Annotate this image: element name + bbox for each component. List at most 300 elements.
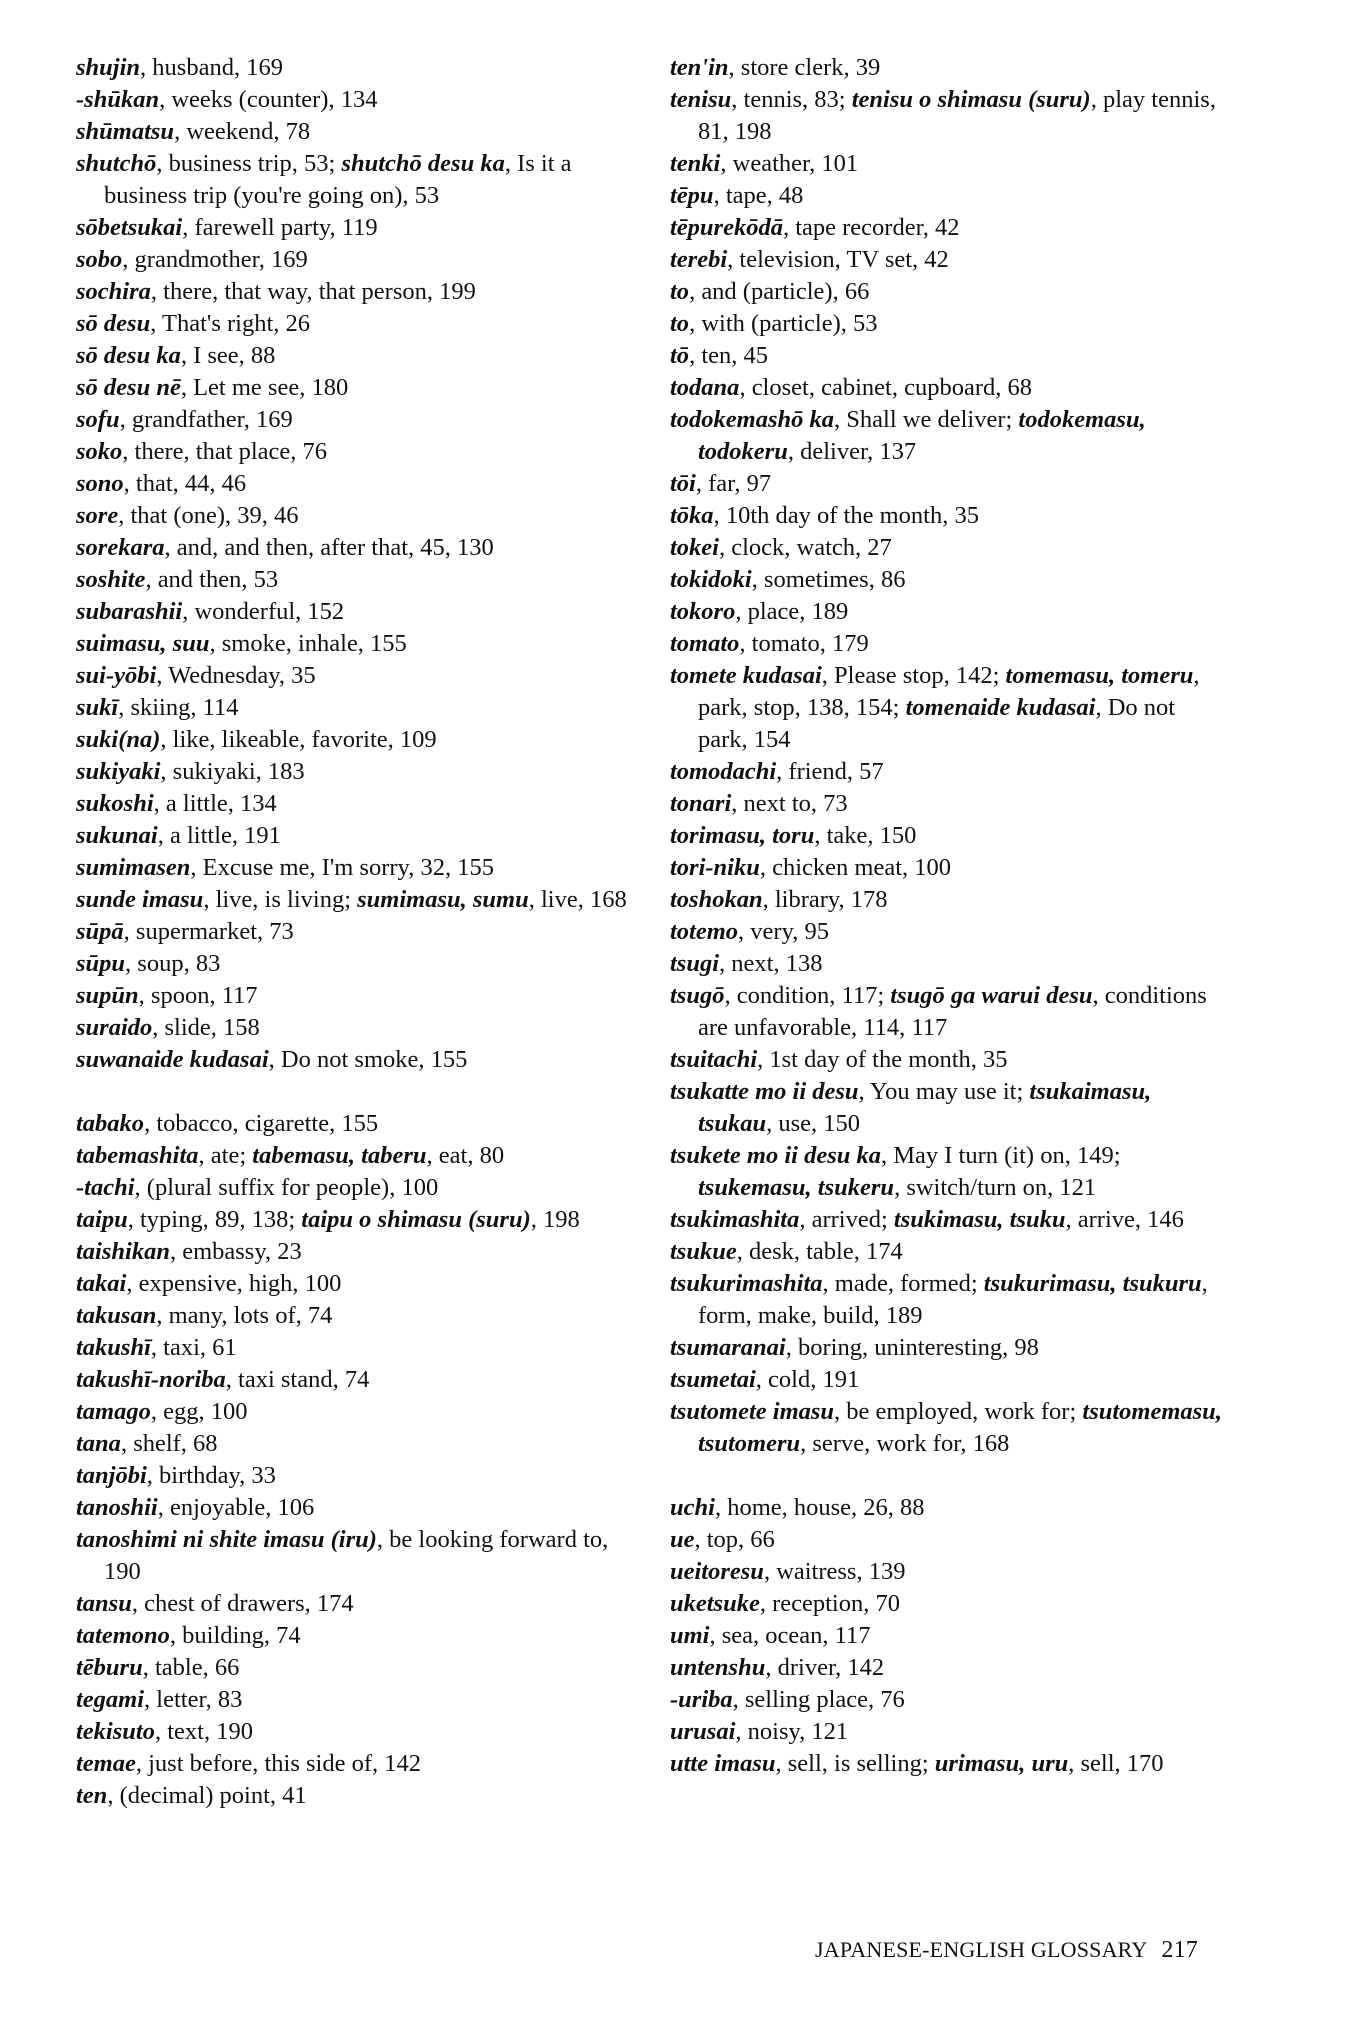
glossary-definition: , business trip, 53; <box>156 150 342 177</box>
glossary-definition: , weekend, 78 <box>174 118 311 145</box>
glossary-term: sō desu <box>76 310 151 337</box>
glossary-definition: , husband, 169 <box>140 54 283 81</box>
glossary-definition: , next to, 73 <box>731 790 848 817</box>
glossary-definition: , sometimes, 86 <box>751 566 906 593</box>
glossary-definition: , like, likeable, favorite, 109 <box>160 726 437 753</box>
glossary-term: tsukimashita <box>670 1206 800 1233</box>
glossary-term: todana <box>670 374 740 401</box>
glossary-definition: , waitress, 139 <box>763 1558 906 1585</box>
glossary-definition: , 10th day of the month, 35 <box>713 502 979 529</box>
glossary-term: -uriba <box>670 1686 733 1713</box>
glossary-definition: , boring, uninteresting, 98 <box>785 1334 1039 1361</box>
glossary-entry <box>670 628 1230 660</box>
glossary-entry <box>76 1364 636 1396</box>
glossary-entry <box>76 1716 636 1748</box>
glossary-term: suimasu, suu <box>76 630 210 657</box>
glossary-entry <box>670 1268 1230 1332</box>
glossary-entry <box>76 1620 636 1652</box>
glossary-definition: , be looking forward to, 190 <box>104 1526 609 1585</box>
glossary-term: shutchō <box>76 150 157 177</box>
glossary-right-column <box>670 52 1230 1780</box>
glossary-entry <box>670 564 1230 596</box>
glossary-entry <box>670 660 1230 756</box>
running-title: JAPANESE-ENGLISH GLOSSARY <box>815 1937 1148 1962</box>
glossary-term: tēpurekōdā <box>670 214 783 241</box>
glossary-term: tamago <box>76 1398 151 1425</box>
glossary-entry <box>76 1588 636 1620</box>
glossary-entry <box>76 1300 636 1332</box>
glossary-definition: , driver, 142 <box>765 1654 885 1681</box>
page-footer <box>815 1934 1235 1966</box>
glossary-definition: , tennis, 83; <box>731 86 852 113</box>
glossary-entry <box>76 948 636 980</box>
glossary-definition: , arrive, 146 <box>1065 1206 1184 1233</box>
glossary-definition: , play tennis, 81, 198 <box>698 86 1216 145</box>
glossary-term: tekisuto <box>76 1718 155 1745</box>
glossary-entry <box>76 468 636 500</box>
glossary-term: suraido <box>76 1014 153 1041</box>
glossary-entry <box>670 180 1230 212</box>
glossary-definition: , top, 66 <box>694 1526 775 1553</box>
glossary-definition: , switch/turn on, 121 <box>894 1174 1097 1201</box>
glossary-entry <box>76 404 636 436</box>
glossary-definition: , farewell party, 119 <box>182 214 378 241</box>
glossary-definition: , enjoyable, 106 <box>157 1494 315 1521</box>
glossary-entry <box>76 340 636 372</box>
glossary-definition: , sell, is selling; <box>775 1750 935 1777</box>
glossary-definition: , deliver, 137 <box>787 438 917 465</box>
glossary-definition: , noisy, 121 <box>735 1718 849 1745</box>
glossary-term: tanoshimi ni shite imasu (iru) <box>76 1526 377 1553</box>
glossary-entry <box>670 1396 1230 1460</box>
glossary-definition: , conditions are unfavorable, 114, 117 <box>698 982 1207 1041</box>
glossary-related-term: tsutomemasu, tsutomeru <box>698 1398 1222 1457</box>
glossary-term: suwanaide kudasai <box>76 1046 269 1073</box>
glossary-definition: , embassy, 23 <box>169 1238 302 1265</box>
glossary-entry <box>76 1140 636 1172</box>
glossary-definition: , chicken meat, 100 <box>759 854 952 881</box>
glossary-term: tsumaranai <box>670 1334 786 1361</box>
glossary-term: tonari <box>670 790 732 817</box>
glossary-term: tōka <box>670 502 714 529</box>
glossary-definition: , typing, 89, 138; <box>127 1206 302 1233</box>
glossary-term: sō desu ka <box>76 342 181 369</box>
glossary-entry <box>670 1204 1230 1236</box>
glossary-entry <box>76 1396 636 1428</box>
glossary-related-term: tomemasu, tomeru <box>1005 662 1194 689</box>
glossary-entry <box>76 596 636 628</box>
glossary-definition: , clock, watch, 27 <box>719 534 892 561</box>
glossary-term: ten <box>76 1782 108 1809</box>
glossary-related-term: taipu o shimasu (suru) <box>301 1206 531 1233</box>
glossary-definition: , egg, 100 <box>150 1398 248 1425</box>
glossary-definition: , tomato, 179 <box>739 630 869 657</box>
glossary-entry <box>670 596 1230 628</box>
glossary-definition: , reception, 70 <box>759 1590 900 1617</box>
glossary-definition: , live, 168 <box>528 886 627 913</box>
glossary-entry <box>670 84 1230 148</box>
glossary-term: sumimasen <box>76 854 191 881</box>
glossary-entry <box>76 1748 636 1780</box>
glossary-definition: , next, 138 <box>719 950 823 977</box>
glossary-term: ue <box>670 1526 695 1553</box>
glossary-definition: , cold, 191 <box>755 1366 860 1393</box>
glossary-definition: , a little, 191 <box>157 822 281 849</box>
glossary-entry <box>76 660 636 692</box>
glossary-term: untenshu <box>670 1654 766 1681</box>
glossary-term: sobo <box>76 246 123 273</box>
glossary-definition: , Do not park, 154 <box>698 694 1176 753</box>
glossary-definition: , building, 74 <box>169 1622 301 1649</box>
glossary-entry <box>76 1268 636 1300</box>
glossary-definition: , sukiyaki, 183 <box>160 758 305 785</box>
glossary-related-term: sumimasu, sumu <box>357 886 529 913</box>
glossary-definition: , place, 189 <box>735 598 849 625</box>
glossary-term: tomato <box>670 630 740 657</box>
glossary-entry <box>670 148 1230 180</box>
glossary-term: tokei <box>670 534 719 561</box>
glossary-entry <box>76 1172 636 1204</box>
glossary-entry <box>76 52 636 84</box>
glossary-term: toshokan <box>670 886 763 913</box>
glossary-term: tenisu <box>670 86 732 113</box>
glossary-term: subarashii <box>76 598 183 625</box>
glossary-definition: , ate; <box>198 1142 253 1169</box>
glossary-term: sono <box>76 470 124 497</box>
glossary-definition: , eat, 80 <box>426 1142 505 1169</box>
glossary-definition: , library, 178 <box>762 886 888 913</box>
glossary-entry <box>76 852 636 884</box>
glossary-term: ueitoresu <box>670 1558 764 1585</box>
glossary-term: -tachi <box>76 1174 135 1201</box>
glossary-term: sukiyaki <box>76 758 161 785</box>
glossary-term: soko <box>76 438 123 465</box>
glossary-entry <box>76 628 636 660</box>
glossary-definition: , with (particle), 53 <box>689 310 878 337</box>
glossary-definition: , tape, 48 <box>713 182 804 209</box>
glossary-definition: , park, stop, 138, 154; <box>698 662 1200 721</box>
glossary-term: tana <box>76 1430 121 1457</box>
glossary-entry <box>76 564 636 596</box>
glossary-term: tsutomete imasu <box>670 1398 835 1425</box>
glossary-term: uchi <box>670 1494 715 1521</box>
glossary-entry <box>76 1524 636 1588</box>
glossary-term: tatemono <box>76 1622 170 1649</box>
glossary-entry <box>670 244 1230 276</box>
glossary-entry <box>670 1716 1230 1748</box>
glossary-entry <box>670 1620 1230 1652</box>
glossary-entry <box>670 884 1230 916</box>
glossary-related-term: tsukurimasu, tsukuru <box>983 1270 1202 1297</box>
glossary-term: tō <box>670 342 690 369</box>
glossary-definition: , table, 66 <box>142 1654 240 1681</box>
glossary-definition: , selling place, 76 <box>732 1686 905 1713</box>
glossary-term: temae <box>76 1750 136 1777</box>
glossary-definition: , ten, 45 <box>689 342 768 369</box>
glossary-entry <box>76 148 636 212</box>
glossary-definition: , very, 95 <box>738 918 829 945</box>
glossary-entry <box>670 1588 1230 1620</box>
glossary-term: sōbetsukai <box>76 214 183 241</box>
glossary-entry <box>76 1332 636 1364</box>
glossary-term: tenki <box>670 150 721 177</box>
glossary-entry <box>76 532 636 564</box>
glossary-entry <box>76 1044 636 1076</box>
glossary-term: tokoro <box>670 598 736 625</box>
glossary-term: sofu <box>76 406 120 433</box>
glossary-related-term: tsugō ga warui desu <box>890 982 1093 1009</box>
glossary-entry <box>670 980 1230 1044</box>
glossary-entry <box>670 468 1230 500</box>
glossary-term: uketsuke <box>670 1590 760 1617</box>
section-gap <box>670 1460 1230 1492</box>
glossary-definition: , closet, cabinet, cupboard, 68 <box>739 374 1032 401</box>
glossary-related-term: urimasu, uru <box>934 1750 1069 1777</box>
glossary-related-term: tsukemasu, tsukeru <box>698 1174 895 1201</box>
glossary-entry <box>670 1044 1230 1076</box>
glossary-term: sō desu nē <box>76 374 181 401</box>
glossary-term: takai <box>76 1270 127 1297</box>
glossary-definition: , I see, 88 <box>180 342 276 369</box>
glossary-entry <box>76 1204 636 1236</box>
glossary-term: takushī-noriba <box>76 1366 226 1393</box>
glossary-entry <box>670 852 1230 884</box>
glossary-entry <box>670 1076 1230 1140</box>
glossary-definition: , slide, 158 <box>152 1014 260 1041</box>
glossary-entry <box>670 276 1230 308</box>
glossary-term: tabemashita <box>76 1142 199 1169</box>
glossary-term: -shūkan <box>76 86 160 113</box>
glossary-definition: , That's right, 26 <box>150 310 311 337</box>
glossary-entry <box>670 756 1230 788</box>
glossary-term: terebi <box>670 246 728 273</box>
glossary-related-term: todokemasu, todokeru <box>698 406 1146 465</box>
glossary-entry <box>76 916 636 948</box>
glossary-term: sorekara <box>76 534 165 561</box>
glossary-definition: , television, TV set, 42 <box>727 246 949 273</box>
glossary-definition: , Do not smoke, 155 <box>268 1046 468 1073</box>
glossary-related-term: tomenaide kudasai <box>905 694 1096 721</box>
glossary-entry <box>670 916 1230 948</box>
glossary-term: taipu <box>76 1206 128 1233</box>
glossary-definition: , letter, 83 <box>144 1686 243 1713</box>
glossary-entry <box>670 1524 1230 1556</box>
glossary-definition: , taxi, 61 <box>150 1334 237 1361</box>
glossary-entry <box>76 788 636 820</box>
glossary-term: sunde imasu <box>76 886 204 913</box>
glossary-definition: , a little, 134 <box>153 790 277 817</box>
glossary-term: tēpu <box>670 182 714 209</box>
glossary-entry <box>670 52 1230 84</box>
glossary-definition: , store clerk, 39 <box>728 54 881 81</box>
glossary-entry <box>670 1652 1230 1684</box>
glossary-definition: , wonderful, 152 <box>182 598 345 625</box>
glossary-related-term: tsukaimasu, tsukau <box>698 1078 1152 1137</box>
glossary-definition: , be employed, work for; <box>834 1398 1083 1425</box>
glossary-entry <box>76 692 636 724</box>
glossary-definition: , taxi stand, 74 <box>225 1366 370 1393</box>
glossary-entry <box>670 372 1230 404</box>
glossary-definition: , Shall we deliver; <box>834 406 1019 433</box>
glossary-entry <box>76 372 636 404</box>
glossary-related-term: tabemasu, taberu <box>252 1142 427 1169</box>
glossary-entry <box>670 1236 1230 1268</box>
glossary-entry <box>670 1332 1230 1364</box>
glossary-entry <box>76 1780 636 1812</box>
glossary-definition: , grandfather, 169 <box>119 406 293 433</box>
glossary-term: tokidoki <box>670 566 752 593</box>
glossary-definition: , soup, 83 <box>125 950 221 977</box>
glossary-definition: , serve, work for, 168 <box>800 1430 1010 1457</box>
glossary-definition: , 198 <box>530 1206 580 1233</box>
glossary-related-term: shutchō desu ka <box>341 150 505 177</box>
glossary-term: tsugi <box>670 950 720 977</box>
glossary-term: todokemashō ka <box>670 406 835 433</box>
glossary-entry <box>76 1108 636 1140</box>
glossary-entry <box>670 308 1230 340</box>
glossary-definition: , and then, 53 <box>145 566 279 593</box>
glossary-related-term: tenisu o shimasu (suru) <box>851 86 1091 113</box>
glossary-term: tabako <box>76 1110 145 1137</box>
glossary-definition: , weather, 101 <box>720 150 859 177</box>
glossary-term: tēburu <box>76 1654 143 1681</box>
glossary-definition: , Is it a business trip (you're going on), 53 <box>104 150 572 209</box>
glossary-definition: , arrived; <box>799 1206 894 1233</box>
glossary-entry <box>670 404 1230 468</box>
glossary-term: torimasu, toru <box>670 822 815 849</box>
glossary-term: tansu <box>76 1590 132 1617</box>
glossary-entry <box>76 1236 636 1268</box>
glossary-definition: , birthday, 33 <box>146 1462 276 1489</box>
glossary-term: tomodachi <box>670 758 777 785</box>
glossary-definition: , there, that way, that person, 199 <box>150 278 476 305</box>
glossary-definition: , smoke, inhale, 155 <box>209 630 407 657</box>
glossary-term: tsukatte mo ii desu <box>670 1078 859 1105</box>
glossary-entry <box>76 1012 636 1044</box>
glossary-definition: , 1st day of the month, 35 <box>757 1046 1008 1073</box>
glossary-term: takushī <box>76 1334 151 1361</box>
glossary-term: tsumetai <box>670 1366 756 1393</box>
glossary-definition: , weeks (counter), 134 <box>159 86 378 113</box>
glossary-entry <box>76 84 636 116</box>
glossary-term: ten'in <box>670 54 729 81</box>
glossary-definition: , that, 44, 46 <box>123 470 247 497</box>
glossary-definition: , friend, 57 <box>776 758 884 785</box>
glossary-term: soshite <box>76 566 146 593</box>
glossary-related-term: tsukimasu, tsuku <box>893 1206 1066 1233</box>
glossary-entry <box>76 276 636 308</box>
glossary-entry <box>76 884 636 916</box>
glossary-term: sochira <box>76 278 151 305</box>
glossary-definition: , sell, 170 <box>1068 1750 1164 1777</box>
glossary-term: umi <box>670 1622 710 1649</box>
glossary-definition: , there, that place, 76 <box>122 438 328 465</box>
glossary-entry <box>670 1556 1230 1588</box>
glossary-definition: , tape recorder, 42 <box>782 214 960 241</box>
glossary-term: tsugō <box>670 982 725 1009</box>
glossary-entry <box>670 340 1230 372</box>
glossary-entry <box>76 756 636 788</box>
glossary-definition: , Excuse me, I'm sorry, 32, 155 <box>190 854 494 881</box>
glossary-definition: , and (particle), 66 <box>689 278 870 305</box>
glossary-definition: , chest of drawers, 174 <box>131 1590 354 1617</box>
glossary-definition: , supermarket, 73 <box>123 918 294 945</box>
glossary-definition: , (plural suffix for people), 100 <box>134 1174 439 1201</box>
glossary-entry <box>670 212 1230 244</box>
glossary-definition: , expensive, high, 100 <box>126 1270 342 1297</box>
glossary-definition: , use, 150 <box>766 1110 861 1137</box>
glossary-term: shujin <box>76 54 141 81</box>
glossary-term: sukī <box>76 694 119 721</box>
glossary-term: sūpā <box>76 918 124 945</box>
glossary-entry <box>76 980 636 1012</box>
glossary-definition: , (decimal) point, 41 <box>107 1782 307 1809</box>
glossary-definition: , far, 97 <box>695 470 772 497</box>
glossary-entry <box>76 436 636 468</box>
glossary-definition: , desk, table, 174 <box>736 1238 903 1265</box>
glossary-definition: , condition, 117; <box>724 982 891 1009</box>
glossary-term: tanoshii <box>76 1494 158 1521</box>
glossary-term: sui-yōbi <box>76 662 157 689</box>
glossary-entry <box>76 1428 636 1460</box>
glossary-definition: , Let me see, 180 <box>180 374 349 401</box>
glossary-definition: , many, lots of, 74 <box>156 1302 333 1329</box>
glossary-term: taishikan <box>76 1238 170 1265</box>
glossary-definition: , that (one), 39, 46 <box>118 502 299 529</box>
glossary-term: tsukue <box>670 1238 737 1265</box>
glossary-entry <box>670 820 1230 852</box>
glossary-term: urusai <box>670 1718 736 1745</box>
glossary-entry <box>76 1460 636 1492</box>
glossary-term: takusan <box>76 1302 157 1329</box>
glossary-entry <box>76 308 636 340</box>
glossary-definition: , and, and then, after that, 45, 130 <box>164 534 494 561</box>
glossary-term: sore <box>76 502 119 529</box>
glossary-definition: , You may use it; <box>858 1078 1030 1105</box>
glossary-definition: , made, formed; <box>822 1270 984 1297</box>
glossary-term: to <box>670 278 690 305</box>
glossary-entry <box>76 212 636 244</box>
glossary-entry <box>670 788 1230 820</box>
glossary-definition: , sea, ocean, 117 <box>709 1622 871 1649</box>
glossary-definition: , home, house, 26, 88 <box>714 1494 925 1521</box>
glossary-entry <box>76 820 636 852</box>
glossary-entry <box>670 532 1230 564</box>
glossary-definition: , live, is living; <box>203 886 358 913</box>
glossary-entry <box>670 1748 1230 1780</box>
glossary-entry <box>76 116 636 148</box>
glossary-definition: , Please stop, 142; <box>821 662 1006 689</box>
glossary-definition: , just before, this side of, 142 <box>135 1750 421 1777</box>
glossary-entry <box>76 1652 636 1684</box>
glossary-definition: , skiing, 114 <box>118 694 239 721</box>
glossary-term: utte imasu <box>670 1750 776 1777</box>
glossary-term: tsukurimashita <box>670 1270 823 1297</box>
glossary-term: tsuitachi <box>670 1046 758 1073</box>
glossary-definition: , grandmother, 169 <box>122 246 308 273</box>
glossary-entry <box>670 1364 1230 1396</box>
glossary-definition: , tobacco, cigarette, 155 <box>144 1110 379 1137</box>
glossary-term: tōi <box>670 470 696 497</box>
glossary-term: tsukete mo ii desu ka <box>670 1142 881 1169</box>
glossary-left-column <box>76 52 636 1812</box>
glossary-definition: , Wednesday, 35 <box>156 662 316 689</box>
glossary-definition: , take, 150 <box>814 822 917 849</box>
glossary-term: shūmatsu <box>76 118 175 145</box>
page-number: 217 <box>1161 1937 1199 1963</box>
glossary-term: tanjōbi <box>76 1462 147 1489</box>
glossary-term: supūn <box>76 982 139 1009</box>
